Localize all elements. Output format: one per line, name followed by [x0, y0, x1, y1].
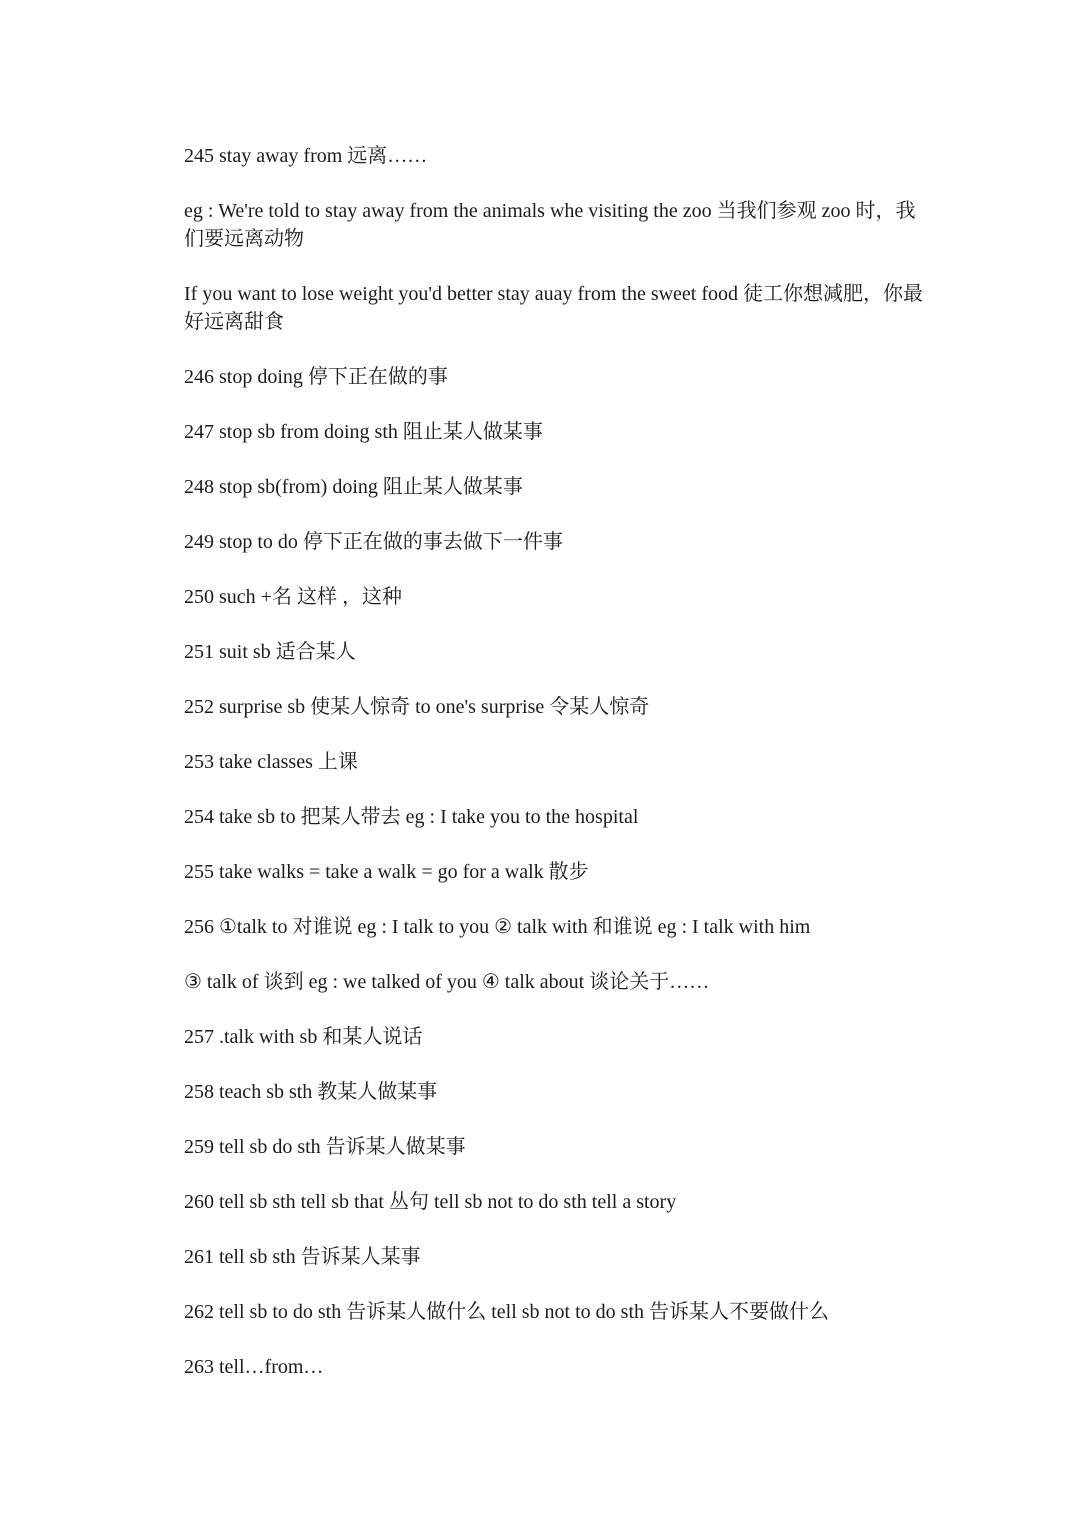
entry-250: 250 such +名 这样 ，这种 [184, 586, 402, 608]
entry-256-part2: ③ talk of 谈到 eg : we talked of you ④ talk about 谈论关于…… [184, 971, 710, 993]
entry-261: 261 tell sb sth 告诉某人某事 [184, 1246, 421, 1268]
entry-245: 245 stay away from 远离…… [184, 145, 428, 167]
entry-251: 251 suit sb 适合某人 [184, 641, 356, 663]
entry-259: 259 tell sb do sth 告诉某人做某事 [184, 1136, 466, 1158]
entry-246: 246 stop doing 停下正在做的事 [184, 366, 448, 388]
entry-255: 255 take walks = take a walk = go for a walk 散步 [184, 861, 589, 883]
entry-253: 253 take classes 上课 [184, 751, 358, 773]
example-245-weight: If you want to lose weight you'd better stay auay from the sweet food 徒工你想减肥，你最好远离甜食 [184, 283, 924, 333]
entry-248: 248 stop sb(from) doing 阻止某人做某事 [184, 476, 523, 498]
entry-260: 260 tell sb sth tell sb that 丛句 tell sb not to do sth tell a story [184, 1191, 677, 1213]
entry-258: 258 teach sb sth 教某人做某事 [184, 1081, 438, 1103]
entry-249: 249 stop to do 停下正在做的事去做下一件事 [184, 531, 563, 553]
entry-247: 247 stop sb from doing sth 阻止某人做某事 [184, 421, 543, 443]
example-245-zoo: eg : We're told to stay away from the animals whe visiting the zoo 当我们参观 zoo 时，我们要远离动物 [184, 200, 916, 250]
entry-256-part1: 256 ①talk to 对谁说 eg : I talk to you ② talk with 和谁说 eg : I talk with him [184, 916, 811, 938]
entry-257: 257 .talk with sb 和某人说话 [184, 1026, 423, 1048]
entry-252: 252 surprise sb 使某人惊奇 to one's surprise 令某人惊奇 [184, 696, 650, 718]
entry-254: 254 take sb to 把某人带去 eg : I take you to the hospital [184, 806, 639, 828]
document-page [184, 142, 926, 1408]
entry-262: 262 tell sb to do sth 告诉某人做什么 tell sb not to do sth 告诉某人不要做什么 [184, 1301, 830, 1323]
entry-263: 263 tell…from… [184, 1356, 324, 1378]
